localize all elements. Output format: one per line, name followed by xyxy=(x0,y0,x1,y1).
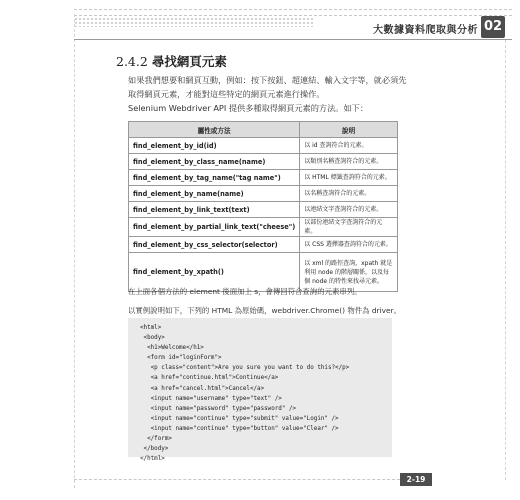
description-cell: 以 xml 的路徑查詢，xpath 就是利用 node 的階層關係，以及每個 node 的特性來找尋元素。 xyxy=(300,253,398,292)
table-row xyxy=(129,218,398,237)
table-row xyxy=(129,186,398,202)
code-line: <p class="content">Are you sure you want to do this?</p> xyxy=(140,365,350,372)
code-line: <a href="continue.html">Continue</a> xyxy=(140,375,279,382)
method-cell: find_element_by_css_selector(selector) xyxy=(129,237,300,253)
footer-dashed-rule xyxy=(74,479,400,481)
plural-note: 在上面各個方法的 element 後面加上 s，會傳回符合查詢的元素串列。 xyxy=(128,287,362,296)
description-cell: 以 id 查詢符合的元素。 xyxy=(300,138,398,154)
description-cell: 以連結文字查詢符合的元素。 xyxy=(300,202,398,218)
left-margin-rule xyxy=(74,14,76,488)
description-cell: 以 CSS 選擇器查詢符合的元素。 xyxy=(300,237,398,253)
code-line: </form> xyxy=(140,436,172,443)
code-line: <input name="password" type="password" /> xyxy=(140,405,297,412)
right-margin-rule xyxy=(505,40,507,480)
method-cell: find_element_by_class_name(name) xyxy=(129,154,300,170)
code-line: <input name="username" type="text" /> xyxy=(140,395,282,402)
description-cell: 以類別名稱查詢符合的元素。 xyxy=(300,154,398,170)
code-line: <form id="loginForm"> xyxy=(140,355,222,362)
table-row xyxy=(129,138,398,154)
code-line: <html> xyxy=(140,325,162,331)
header-method: 屬性或方法 xyxy=(129,122,300,138)
method-cell: find_element_by_id(id) xyxy=(129,138,300,154)
code-line: </body> xyxy=(140,446,169,453)
code-line: <body> xyxy=(140,335,165,342)
table-header-row xyxy=(129,122,398,138)
header-description: 說明 xyxy=(300,122,398,138)
section-title-text: 尋找網頁元素 xyxy=(151,54,227,69)
method-cell: find_element_by_tag_name("tag name") xyxy=(129,170,300,186)
method-cell: find_element_by_xpath() xyxy=(129,253,300,292)
description-cell: 以 HTML 標籤查詢符合的元素。 xyxy=(300,170,398,186)
method-cell: find_element_by_partial_link_text("cheese") xyxy=(129,218,300,237)
method-cell: find_element_by_link_text(text) xyxy=(129,202,300,218)
example-intro: 以實例說明如下，下列的 HTML 為原始碼，webdriver.Chrome() 物件為 driver。 xyxy=(128,306,401,315)
code-line: <h1>Welcome</h1> xyxy=(140,345,204,352)
chapter-number-badge: 02 xyxy=(481,16,505,38)
code-line: <a href="cancel.html">Cancel</a> xyxy=(140,385,265,392)
code-listing xyxy=(128,318,392,463)
table-row xyxy=(129,154,398,170)
section-number: 2.4.2 xyxy=(116,54,148,69)
header-divider xyxy=(74,39,512,40)
description-cell: 以部份連結文字查詢符合的元素。 xyxy=(300,218,398,237)
top-dashed-rule xyxy=(74,9,512,16)
code-line: <input name="continue" type="submit" value="Login" /> xyxy=(140,415,339,422)
description-cell: 以名稱查詢符合的元素。 xyxy=(300,186,398,202)
running-head-title: 大數據資料爬取與分析 xyxy=(373,25,478,36)
page-number-tab: 2-19 xyxy=(400,473,432,486)
methods-table xyxy=(128,121,398,292)
api-sentence: Selenium Webdriver API 提供多種取得網頁元素的方法。如下： xyxy=(128,103,369,113)
method-cell: find_element_by_name(name) xyxy=(129,186,300,202)
table-row xyxy=(129,170,398,186)
section-heading xyxy=(116,52,227,70)
code-line: <input name="continue" type="button" value="Clear" /> xyxy=(140,425,339,432)
code-line: </html> xyxy=(140,456,165,463)
table-row xyxy=(129,237,398,253)
table-row xyxy=(129,202,398,218)
code-block xyxy=(128,318,392,464)
header-dot-pattern xyxy=(74,17,314,27)
intro-paragraph: 如果我們想要和網頁互動，例如：按下按鈕、超連結、輸入文字等，就必須先取得網頁元素，才能對這些特定的網頁元素進行操作。 xyxy=(128,75,407,99)
